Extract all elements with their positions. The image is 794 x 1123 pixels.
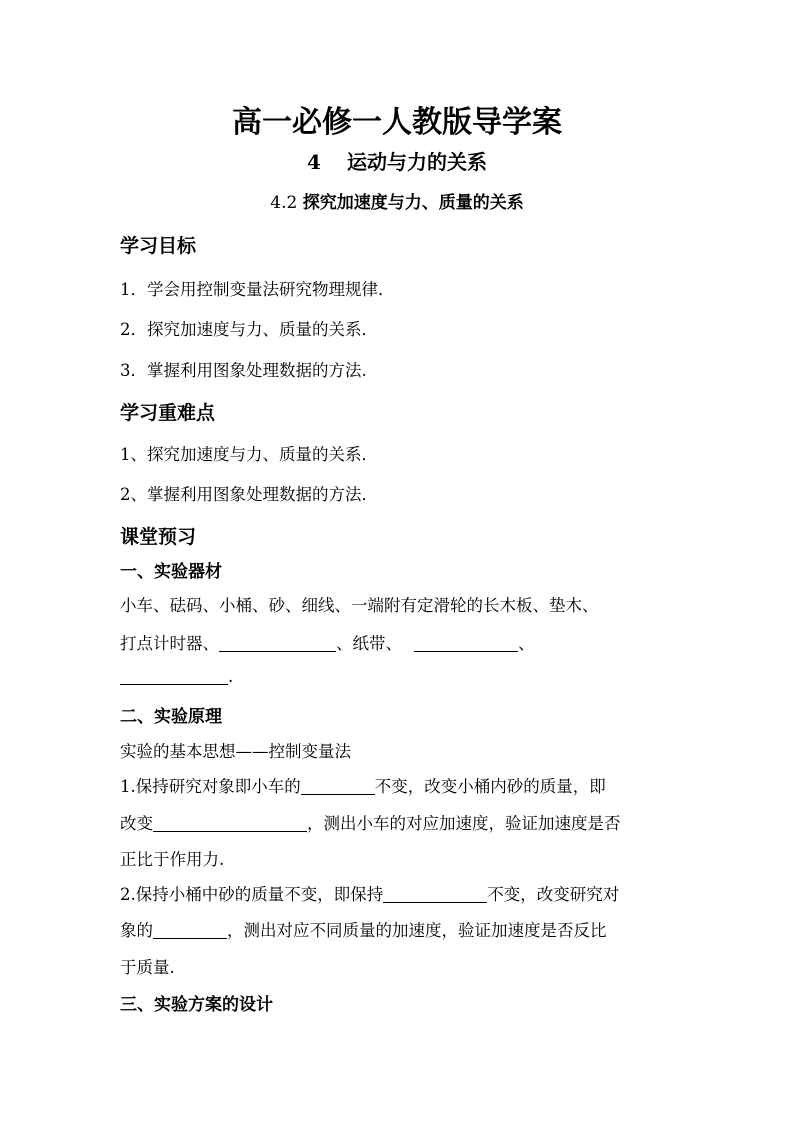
goals-heading: 学习目标 bbox=[120, 235, 197, 257]
fill-blank[interactable] bbox=[414, 635, 518, 653]
goal-item-2: 2．探究加速度与力、质量的关系． bbox=[120, 320, 378, 339]
design-heading: 三、实验方案的设计 bbox=[120, 995, 273, 1015]
chapter-number: 4 bbox=[307, 150, 321, 174]
chapter-heading bbox=[0, 146, 794, 175]
preview-heading: 课堂预习 bbox=[120, 526, 197, 548]
principle-p2-text-c: 象的 bbox=[120, 921, 153, 940]
principle-p2-line-2 bbox=[120, 917, 680, 941]
principle-p2-text-a: 2.保持小桶中砂的质量不变，即保持 bbox=[120, 885, 384, 904]
principle-p1-text-c: 改变 bbox=[120, 814, 153, 833]
principle-p2-line-1 bbox=[120, 881, 680, 905]
fill-blank[interactable] bbox=[301, 778, 375, 796]
document-title: 高一必修一人教版导学案 bbox=[232, 105, 562, 140]
principle-p1-line-3: 正比于作用力. bbox=[120, 850, 225, 869]
principle-intro: 实验的基本思想——控制变量法 bbox=[120, 742, 351, 761]
equipment-heading: 一、实验器材 bbox=[120, 562, 222, 582]
principle-p1-line-2 bbox=[120, 810, 680, 834]
section-number: 4.2 bbox=[270, 193, 298, 213]
equipment-line-1: 小车、砝码、小桶、砂、细线、一端附有定滑轮的长木板、垫木、 bbox=[120, 596, 599, 615]
principle-p2-line-3: 于质量. bbox=[120, 958, 175, 977]
section-heading bbox=[0, 188, 794, 213]
principle-p1-text-d: ，测出小车的对应加速度，验证加速度是否 bbox=[307, 814, 621, 833]
key-point-item-1: 1、探究加速度与力、质量的关系． bbox=[120, 445, 378, 464]
principle-p1-line-1 bbox=[120, 773, 680, 797]
fill-blank[interactable] bbox=[153, 922, 227, 940]
goal-item-3: 3．掌握利用图象处理数据的方法. bbox=[120, 361, 367, 380]
principle-p1-text-a: 1.保持研究对象即小车的 bbox=[120, 777, 301, 796]
key-points-heading: 学习重难点 bbox=[120, 402, 216, 424]
equipment-text-c: 、 bbox=[518, 634, 535, 653]
equipment-text-a: 打点计时器、 bbox=[120, 634, 219, 653]
equipment-line-3 bbox=[120, 667, 680, 686]
principle-p1-text-b: 不变，改变小桶内砂的质量，即 bbox=[374, 777, 606, 796]
section-title: 探究加速度与力、质量的关系 bbox=[302, 193, 524, 213]
equipment-text-b: 、纸带、 bbox=[336, 634, 402, 653]
fill-blank[interactable] bbox=[219, 635, 336, 653]
equipment-text-end: . bbox=[228, 667, 234, 686]
principle-p2-text-b: 不变，改变研究对 bbox=[487, 885, 620, 904]
equipment-line-2 bbox=[120, 630, 680, 654]
principle-p2-text-d: ，测出对应不同质量的加速度，验证加速度是否反比 bbox=[227, 921, 607, 940]
principle-heading: 二、实验原理 bbox=[120, 707, 222, 727]
goal-item-1: 1．学会用控制变量法研究物理规律． bbox=[120, 280, 395, 299]
fill-blank[interactable] bbox=[120, 668, 228, 686]
fill-blank[interactable] bbox=[153, 815, 307, 833]
key-point-item-2: 2、掌握利用图象处理数据的方法． bbox=[120, 485, 378, 504]
fill-blank[interactable] bbox=[383, 886, 487, 904]
chapter-title: 运动与力的关系 bbox=[346, 150, 487, 174]
